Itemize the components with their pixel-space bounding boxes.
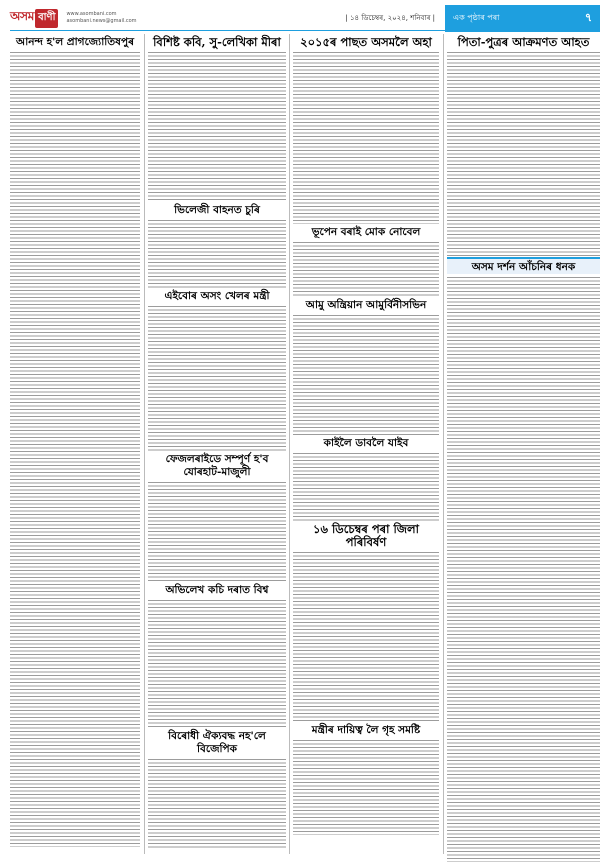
article-body-text [293, 453, 439, 521]
logo-text-right: বাণী [35, 9, 58, 28]
headline-col3-f: মন্ত্ৰীৰ দায়িত্ব লৈ গৃহ সমষ্টি [311, 724, 421, 736]
column-3 [293, 34, 439, 835]
logo-text-left: অসম [10, 9, 35, 23]
headline-col4-b: অসম দৰ্শন আঁচনিৰ ধনক [471, 261, 576, 273]
article-body-text [293, 552, 439, 722]
headline-col3-top: ২০১৫ৰ পাছত অসমলৈ অহা [300, 35, 432, 49]
headline-col4-top: পিতা-পুত্ৰৰ আক্ৰমণত আহত [457, 35, 590, 49]
site-url: www.asombani.com [66, 11, 117, 17]
article-body-text [148, 759, 286, 849]
headline-col3-e: ১৬ ডিচেম্বৰ পৰা জিলা পৰিবিৰ্ষণ [313, 522, 419, 549]
column-divider [144, 34, 145, 854]
article-body-text [148, 482, 286, 582]
site-email: asombani.news@gmail.com [66, 18, 137, 24]
page-tag-bar [445, 5, 600, 32]
column-divider [443, 34, 444, 854]
newspaper-logo [10, 8, 58, 28]
column-2 [148, 34, 286, 849]
column-1 [10, 34, 140, 847]
article-body-text [148, 220, 286, 288]
headline-col2-c: অভিলেখ কচি দৰাত বিশ্ব [165, 584, 269, 596]
headline-col2-b: ফেজলৰাইডে সম্পূৰ্ণ হ'ব যোৰহাট-মাজুলী [165, 453, 269, 478]
article-body-text [148, 306, 286, 451]
article-body-text [293, 740, 439, 835]
article-body-text [148, 52, 286, 202]
headline-col2-mid: ভিলেজী বাহনত চুৰি [174, 204, 260, 216]
article-body-text [293, 242, 439, 297]
section-label: এক পৃষ্ঠাৰ পৰা [453, 12, 500, 22]
headline-col3-b: ভূপেন বৰাই মোক নোবেল [311, 226, 421, 238]
article-body-text [447, 52, 600, 257]
site-info [66, 11, 136, 25]
headline-col3-c: আমু অন্ত্ৰিয়ান আমুৰ্বিনীসভিন [305, 299, 427, 311]
top-rule [10, 30, 600, 31]
issue-date: | ১৪ ডিচেম্বৰ, ২০২৪, শনিবাৰ | [345, 14, 435, 22]
article-body-text [293, 315, 439, 435]
article-body-text [293, 52, 439, 224]
section-heading-box [447, 257, 600, 274]
article-body-text [447, 277, 600, 862]
headline-col2-ad: এইবোৰ অসং খেলৰ মন্ত্ৰী [164, 290, 270, 302]
headline-col2-d: বিৰোধী ঐক্যবদ্ধ নহ'লে বিজেপিক [168, 730, 266, 755]
headline-col1-top: আনন্দ হ'ল প্ৰাগজ্যোতিষপুৰ [16, 36, 134, 48]
headline-col2-top: বিশিষ্ট কবি, সু-লেখিকা মীৰা [153, 35, 281, 49]
masthead [10, 7, 600, 29]
column-divider [289, 34, 290, 854]
page-number: ৭ [584, 10, 592, 24]
headline-col3-d: কাইলৈ ডাবলৈ যাইব [323, 437, 409, 449]
article-body-text [10, 52, 140, 847]
article-body-text [148, 600, 286, 728]
column-4 [447, 34, 600, 862]
